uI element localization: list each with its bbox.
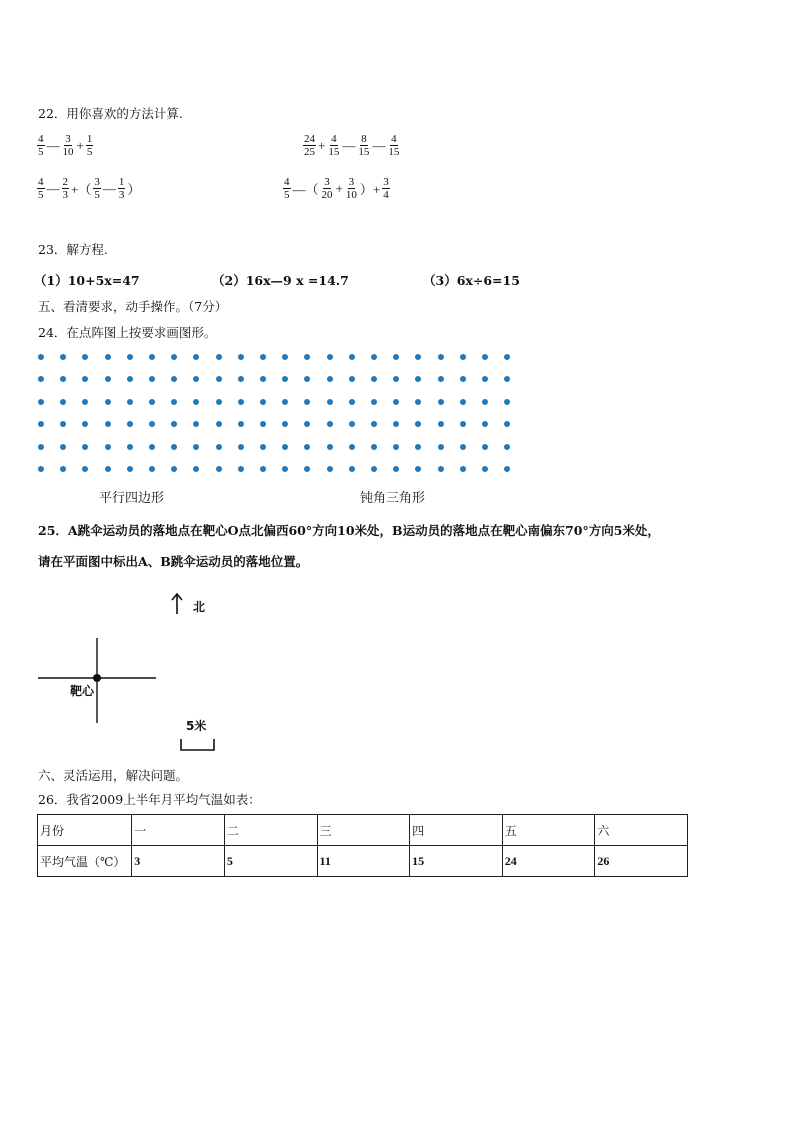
grid-dot[interactable] bbox=[127, 399, 133, 405]
grid-dot[interactable] bbox=[105, 421, 111, 427]
q23-equation-3: （3）6x÷6=15 bbox=[423, 273, 520, 288]
grid-dot[interactable] bbox=[482, 444, 488, 450]
grid-dot[interactable] bbox=[349, 399, 355, 405]
grid-dot[interactable] bbox=[193, 399, 199, 405]
grid-dot[interactable] bbox=[105, 376, 111, 382]
fraction: $\frac{8}{15}$ bbox=[358, 133, 370, 158]
grid-dot[interactable] bbox=[482, 399, 488, 405]
grid-dot[interactable] bbox=[171, 354, 177, 360]
grid-dot[interactable] bbox=[38, 466, 44, 472]
fraction: $\frac{4}{5}$ bbox=[38, 133, 44, 158]
grid-dot[interactable] bbox=[149, 466, 155, 472]
grid-dot[interactable] bbox=[504, 354, 510, 360]
fraction: $\frac{1}{3}$ bbox=[118, 176, 125, 201]
grid-dot[interactable] bbox=[282, 466, 288, 472]
table-cell: 二 bbox=[224, 815, 317, 846]
grid-dot[interactable] bbox=[438, 376, 444, 382]
grid-dot[interactable] bbox=[460, 399, 466, 405]
grid-dot[interactable] bbox=[415, 399, 421, 405]
grid-dot[interactable] bbox=[393, 376, 399, 382]
grid-dot[interactable] bbox=[171, 421, 177, 427]
grid-dot[interactable] bbox=[149, 376, 155, 382]
grid-dot[interactable] bbox=[105, 444, 111, 450]
target-center-label: 靶心 bbox=[70, 684, 95, 698]
q22-title: 22．用你喜欢的方法计算. bbox=[38, 106, 183, 121]
grid-dot[interactable] bbox=[349, 466, 355, 472]
q25-text-line-2: 请在平面图中标出A、B跳伞运动员的落地位置。 bbox=[38, 554, 309, 569]
grid-dot[interactable] bbox=[216, 399, 222, 405]
grid-dot[interactable] bbox=[504, 466, 510, 472]
grid-dot[interactable] bbox=[171, 444, 177, 450]
scale-bar bbox=[181, 739, 214, 750]
north-label: 北 bbox=[193, 600, 206, 614]
label-obtuse-triangle: 钝角三角形 bbox=[360, 491, 426, 506]
q26-title: 26．我省2009上半年月平均气温如表： bbox=[38, 792, 261, 807]
grid-dot[interactable] bbox=[260, 399, 266, 405]
table-cell: 11 bbox=[317, 846, 410, 877]
grid-dot[interactable] bbox=[238, 444, 244, 450]
fraction: $\frac{4}{15}$ bbox=[328, 133, 340, 158]
grid-dot[interactable] bbox=[282, 399, 288, 405]
grid-dot[interactable] bbox=[149, 444, 155, 450]
grid-dot[interactable] bbox=[60, 399, 66, 405]
q24-title: 24．在点阵图上按要求画图形。 bbox=[38, 325, 217, 340]
grid-dot[interactable] bbox=[216, 376, 222, 382]
grid-dot[interactable] bbox=[371, 376, 377, 382]
grid-dot[interactable] bbox=[193, 444, 199, 450]
grid-dot[interactable] bbox=[393, 444, 399, 450]
q23-equation-2: （2）16x—9 x =14.7 bbox=[212, 273, 349, 288]
q23-title: 23．解方程. bbox=[38, 242, 108, 257]
table-cell: 5 bbox=[224, 846, 317, 877]
grid-dot[interactable] bbox=[304, 466, 310, 472]
grid-dot[interactable] bbox=[127, 376, 133, 382]
grid-dot[interactable] bbox=[216, 466, 222, 472]
grid-dot[interactable] bbox=[260, 421, 266, 427]
fraction: $\frac{1}{5}$ bbox=[86, 133, 93, 158]
target-plan-diagram[interactable] bbox=[0, 580, 260, 760]
grid-dot[interactable] bbox=[438, 444, 444, 450]
grid-dot[interactable] bbox=[149, 354, 155, 360]
grid-dot[interactable] bbox=[105, 466, 111, 472]
target-center-dot bbox=[93, 674, 101, 682]
q22-expression-4: $\frac{4}{5}$ —（ $\frac{3}{20}$ + $\frac{3}{10}$ ）+ $\frac{3}{4}$ bbox=[284, 176, 389, 201]
grid-dot[interactable] bbox=[105, 354, 111, 360]
grid-dot[interactable] bbox=[38, 354, 44, 360]
fraction: $\frac{4}{5}$ bbox=[38, 176, 44, 201]
grid-dot[interactable] bbox=[60, 466, 66, 472]
fraction: $\frac{3}{10}$ bbox=[62, 133, 74, 158]
grid-dot[interactable] bbox=[349, 421, 355, 427]
grid-dot[interactable] bbox=[216, 354, 222, 360]
grid-dot[interactable] bbox=[282, 354, 288, 360]
grid-dot[interactable] bbox=[38, 399, 44, 405]
grid-dot[interactable] bbox=[393, 421, 399, 427]
table-cell: 六 bbox=[595, 815, 688, 846]
grid-dot[interactable] bbox=[82, 444, 88, 450]
grid-dot[interactable] bbox=[482, 354, 488, 360]
grid-dot[interactable] bbox=[171, 399, 177, 405]
grid-dot[interactable] bbox=[438, 399, 444, 405]
grid-dot[interactable] bbox=[304, 444, 310, 450]
grid-dot[interactable] bbox=[327, 421, 333, 427]
grid-dot[interactable] bbox=[282, 376, 288, 382]
grid-dot[interactable] bbox=[304, 421, 310, 427]
grid-dot[interactable] bbox=[149, 399, 155, 405]
grid-dot[interactable] bbox=[482, 421, 488, 427]
fraction: $\frac{4}{5}$ bbox=[284, 176, 290, 201]
grid-dot[interactable] bbox=[127, 444, 133, 450]
grid-dot[interactable] bbox=[460, 444, 466, 450]
grid-dot[interactable] bbox=[349, 376, 355, 382]
grid-dot[interactable] bbox=[260, 376, 266, 382]
grid-dot[interactable] bbox=[238, 466, 244, 472]
grid-dot[interactable] bbox=[482, 376, 488, 382]
section-5-heading: 五、看清要求，动手操作。（7分） bbox=[38, 299, 228, 314]
scale-label: 5米 bbox=[186, 719, 207, 733]
grid-dot[interactable] bbox=[193, 376, 199, 382]
grid-dot[interactable] bbox=[349, 444, 355, 450]
grid-dot[interactable] bbox=[371, 399, 377, 405]
table-cell: 月份 bbox=[38, 815, 132, 846]
fraction: $\frac{2}{3}$ bbox=[62, 176, 68, 201]
grid-dot[interactable] bbox=[60, 376, 66, 382]
grid-dot[interactable] bbox=[327, 354, 333, 360]
grid-dot[interactable] bbox=[438, 354, 444, 360]
grid-dot[interactable] bbox=[415, 354, 421, 360]
grid-dot[interactable] bbox=[60, 354, 66, 360]
grid-dot[interactable] bbox=[415, 376, 421, 382]
grid-dot[interactable] bbox=[216, 444, 222, 450]
grid-dot[interactable] bbox=[504, 421, 510, 427]
grid-dot[interactable] bbox=[82, 376, 88, 382]
grid-dot[interactable] bbox=[105, 399, 111, 405]
grid-dot[interactable] bbox=[82, 466, 88, 472]
grid-dot[interactable] bbox=[193, 421, 199, 427]
q23-equation-1: （1）10+5x=47 bbox=[34, 273, 140, 288]
grid-dot[interactable] bbox=[38, 376, 44, 382]
grid-dot[interactable] bbox=[216, 421, 222, 427]
grid-dot[interactable] bbox=[504, 399, 510, 405]
table-cell: 四 bbox=[410, 815, 503, 846]
grid-dot[interactable] bbox=[438, 466, 444, 472]
table-cell: 一 bbox=[132, 815, 225, 846]
grid-dot[interactable] bbox=[327, 444, 333, 450]
grid-dot[interactable] bbox=[238, 376, 244, 382]
grid-dot[interactable] bbox=[415, 466, 421, 472]
grid-dot[interactable] bbox=[60, 444, 66, 450]
temperature-table bbox=[37, 814, 688, 877]
fraction: $\frac{3}{20}$ bbox=[321, 176, 333, 201]
grid-dot[interactable] bbox=[127, 466, 133, 472]
grid-dot[interactable] bbox=[327, 399, 333, 405]
grid-dot[interactable] bbox=[38, 444, 44, 450]
grid-dot[interactable] bbox=[38, 421, 44, 427]
grid-dot[interactable] bbox=[193, 354, 199, 360]
grid-dot[interactable] bbox=[327, 466, 333, 472]
table-cell: 26 bbox=[595, 846, 688, 877]
grid-dot[interactable] bbox=[82, 399, 88, 405]
grid-dot[interactable] bbox=[460, 466, 466, 472]
grid-dot[interactable] bbox=[193, 466, 199, 472]
table-row bbox=[38, 846, 688, 877]
grid-dot[interactable] bbox=[82, 354, 88, 360]
q22-expression-1: $\frac{4}{5}$ — $\frac{3}{10}$ + $\frac{1}{5}$ bbox=[38, 133, 93, 158]
table-cell: 24 bbox=[502, 846, 595, 877]
table-cell: 五 bbox=[502, 815, 595, 846]
q22-expression-3: $\frac{4}{5}$ — $\frac{2}{3}$ +（ $\frac{3}{5}$ — $\frac{1}{3}$ ） bbox=[38, 176, 141, 201]
grid-dot[interactable] bbox=[282, 444, 288, 450]
grid-dot[interactable] bbox=[127, 354, 133, 360]
table-cell: 三 bbox=[317, 815, 410, 846]
grid-dot[interactable] bbox=[238, 354, 244, 360]
grid-dot[interactable] bbox=[415, 421, 421, 427]
grid-dot[interactable] bbox=[371, 444, 377, 450]
table-cell: 3 bbox=[132, 846, 225, 877]
grid-dot[interactable] bbox=[371, 421, 377, 427]
fraction: $\frac{3}{4}$ bbox=[383, 176, 389, 201]
label-parallelogram: 平行四边形 bbox=[99, 491, 165, 506]
grid-dot[interactable] bbox=[371, 466, 377, 472]
grid-dot[interactable] bbox=[282, 421, 288, 427]
grid-dot[interactable] bbox=[238, 399, 244, 405]
grid-dot[interactable] bbox=[260, 444, 266, 450]
grid-dot[interactable] bbox=[82, 421, 88, 427]
grid-dot[interactable] bbox=[460, 376, 466, 382]
grid-dot[interactable] bbox=[504, 444, 510, 450]
grid-dot[interactable] bbox=[482, 466, 488, 472]
grid-dot[interactable] bbox=[460, 354, 466, 360]
fraction: $\frac{4}{15}$ bbox=[388, 133, 400, 158]
grid-dot[interactable] bbox=[171, 466, 177, 472]
grid-dot[interactable] bbox=[415, 444, 421, 450]
grid-dot[interactable] bbox=[127, 421, 133, 427]
q22-expression-2: $\frac{24}{25}$ + $\frac{4}{15}$ — $\frac{8}{15}$ — $\frac{4}{15}$ bbox=[304, 133, 400, 158]
grid-dot[interactable] bbox=[260, 354, 266, 360]
grid-dot[interactable] bbox=[60, 421, 66, 427]
grid-dot[interactable] bbox=[349, 354, 355, 360]
grid-dot[interactable] bbox=[304, 399, 310, 405]
grid-dot[interactable] bbox=[304, 354, 310, 360]
fraction: $\frac{3}{10}$ bbox=[345, 176, 357, 201]
grid-dot[interactable] bbox=[327, 376, 333, 382]
grid-dot[interactable] bbox=[393, 399, 399, 405]
table-cell: 15 bbox=[410, 846, 503, 877]
grid-dot[interactable] bbox=[438, 421, 444, 427]
grid-dot[interactable] bbox=[393, 466, 399, 472]
q25-text-line-1: 25．A跳伞运动员的落地点在靶心O点北偏西60°方向10米处，B运动员的落地点在靶心南偏东70°方向5米处， bbox=[38, 523, 660, 538]
table-header-row bbox=[38, 815, 688, 846]
grid-dot[interactable] bbox=[371, 354, 377, 360]
grid-dot[interactable] bbox=[260, 466, 266, 472]
fraction: $\frac{3}{5}$ bbox=[94, 176, 100, 201]
grid-dot[interactable] bbox=[393, 354, 399, 360]
section-6-heading: 六、灵活运用，解决问题。 bbox=[38, 768, 189, 783]
grid-dot[interactable] bbox=[171, 376, 177, 382]
table-cell: 平均气温（℃） bbox=[38, 846, 132, 877]
grid-dot[interactable] bbox=[304, 376, 310, 382]
fraction: $\frac{24}{25}$ bbox=[304, 133, 315, 158]
grid-dot[interactable] bbox=[460, 421, 466, 427]
grid-dot[interactable] bbox=[149, 421, 155, 427]
grid-dot[interactable] bbox=[504, 376, 510, 382]
grid-dot[interactable] bbox=[238, 421, 244, 427]
